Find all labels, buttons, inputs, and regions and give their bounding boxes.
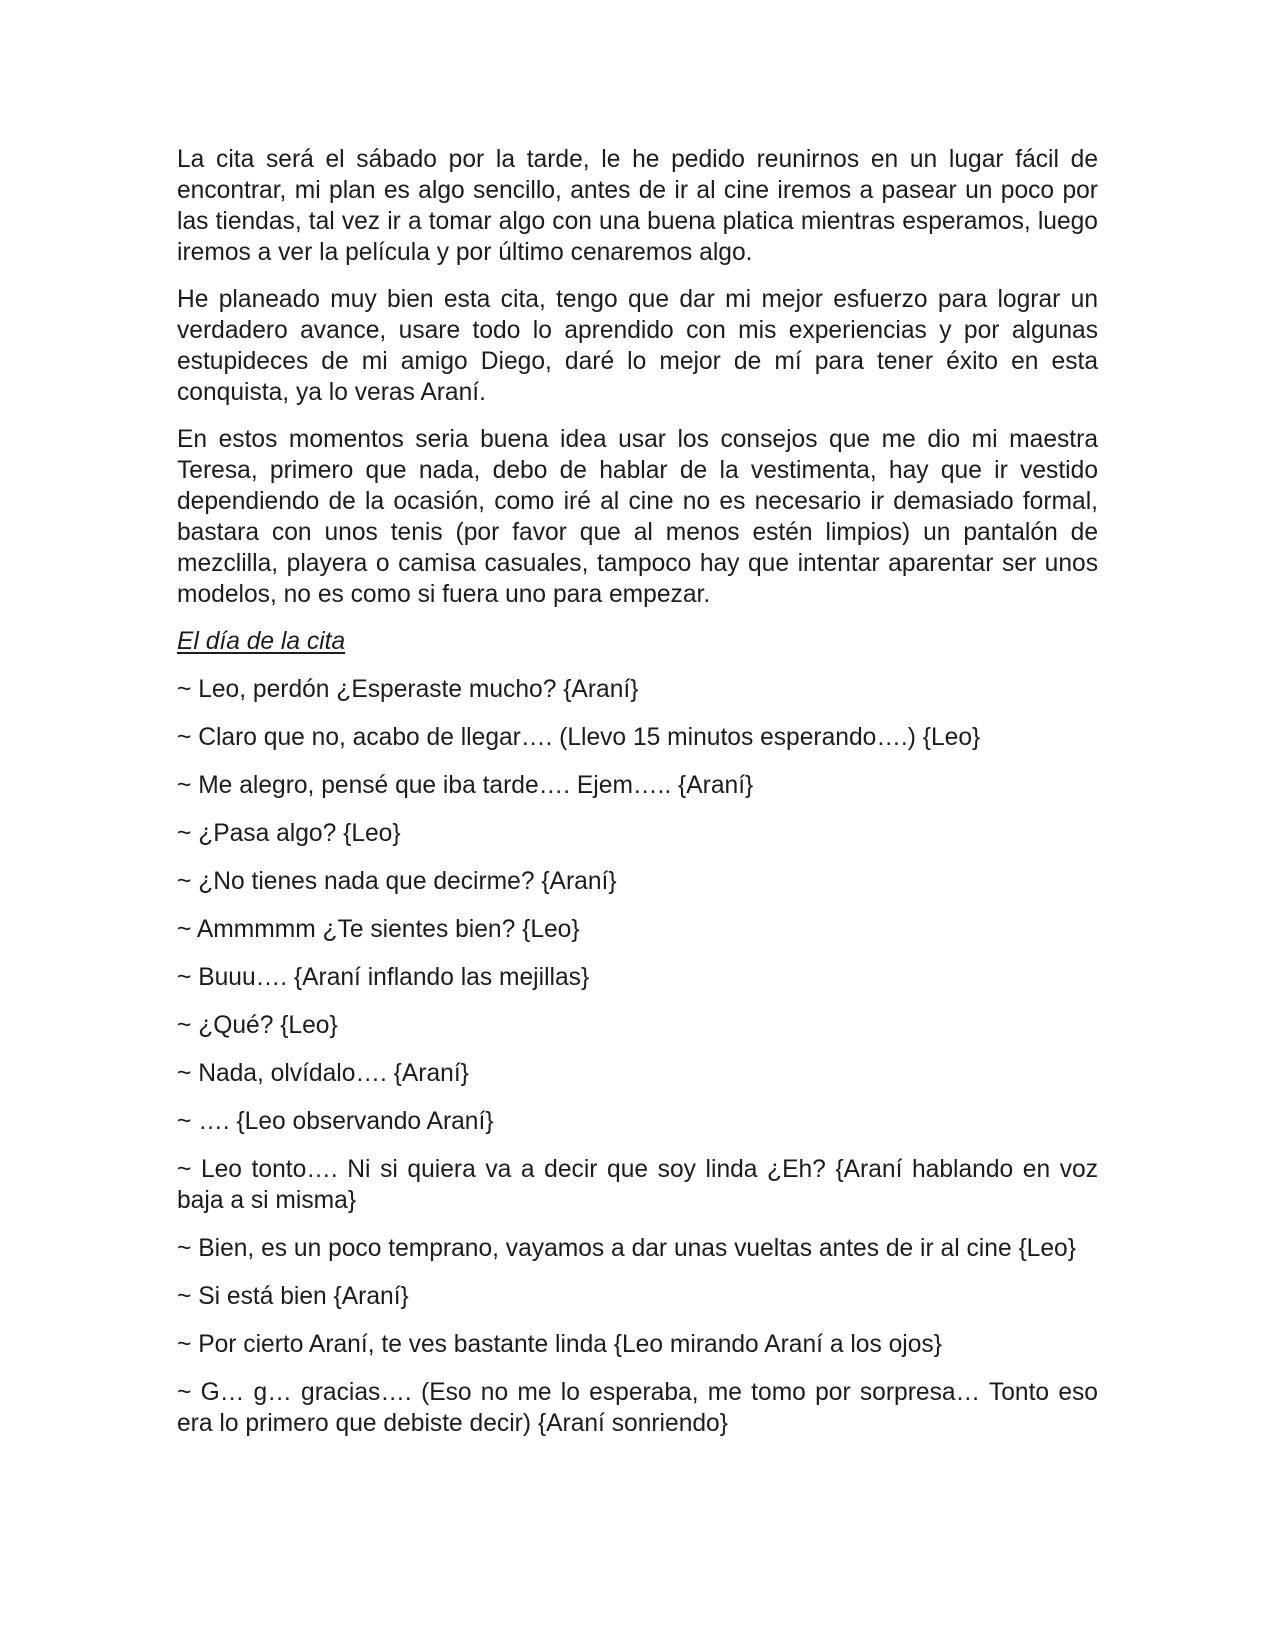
dialogue-line: ~ Claro que no, acabo de llegar…. (Llevo 15 minutos esperando….) {Leo} [177,724,981,751]
section-title: El día de la cita [177,628,346,655]
dialogue-line: ~ …. {Leo observando Araní} [177,1108,494,1135]
dialogue-line: ~ Si está bien {Araní} [177,1283,409,1310]
dialogue-line: ~ Por cierto Araní, te ves bastante linda {Leo mirando Araní a los ojos} [177,1331,942,1358]
document-page [177,144,1098,1456]
dialogue-line: ~ Leo tonto…. Ni si quiera va a decir que soy linda ¿Eh? {Araní hablando en voz baja a si misma} [177,1156,1098,1214]
dialogue-line: ~ Buuu…. {Araní inflando las mejillas} [177,964,590,991]
dialogue-line: ~ Nada, olvídalo…. {Araní} [177,1060,469,1087]
dialogue-line: ~ Ammmmm ¿Te sientes bien? {Leo} [177,916,580,943]
dialogue-line: ~ ¿Pasa algo? {Leo} [177,820,401,847]
dialogue-line: ~ G… g… gracias…. (Eso no me lo esperaba, me tomo por sorpresa… Tonto eso era lo primero que debiste decir) {Araní sonriendo} [177,1379,1098,1437]
dialogue-line: ~ Bien, es un poco temprano, vayamos a dar unas vueltas antes de ir al cine {Leo} [177,1235,1076,1262]
narration-paragraph: La cita será el sábado por la tarde, le he pedido reunirnos en un lugar fácil de encontrar, mi plan es algo sencillo, antes de ir al cine iremos a pasear un poco por las tiendas, tal vez ir a tomar algo con una buena platica mientras esperamos, luego iremos a ver la película y por último cenaremos algo. [177,146,1098,266]
dialogue-line: ~ Me alegro, pensé que iba tarde…. Ejem….. {Araní} [177,772,754,799]
dialogue-line: ~ ¿No tienes nada que decirme? {Araní} [177,868,617,895]
dialogue-line: ~ Leo, perdón ¿Esperaste mucho? {Araní} [177,676,639,703]
dialogue-line: ~ ¿Qué? {Leo} [177,1012,338,1039]
narration-paragraph: He planeado muy bien esta cita, tengo que dar mi mejor esfuerzo para lograr un verdadero avance, usare todo lo aprendido con mis experiencias y por algunas estupideces de mi amigo Diego, daré lo mejor de mí para tener éxito en esta conquista, ya lo veras Araní. [177,286,1098,406]
narration-paragraph: En estos momentos seria buena idea usar los consejos que me dio mi maestra Teresa, primero que nada, debo de hablar de la vestimenta, hay que ir vestido dependiendo de la ocasión, como iré al cine no es necesario ir demasiado formal, bastara con unos tenis (por favor que al menos estén limpios) un pantalón de mezclilla, playera o camisa casuales, tampoco hay que intentar aparentar ser unos modelos, no es como si fuera uno para empezar. [177,426,1098,608]
